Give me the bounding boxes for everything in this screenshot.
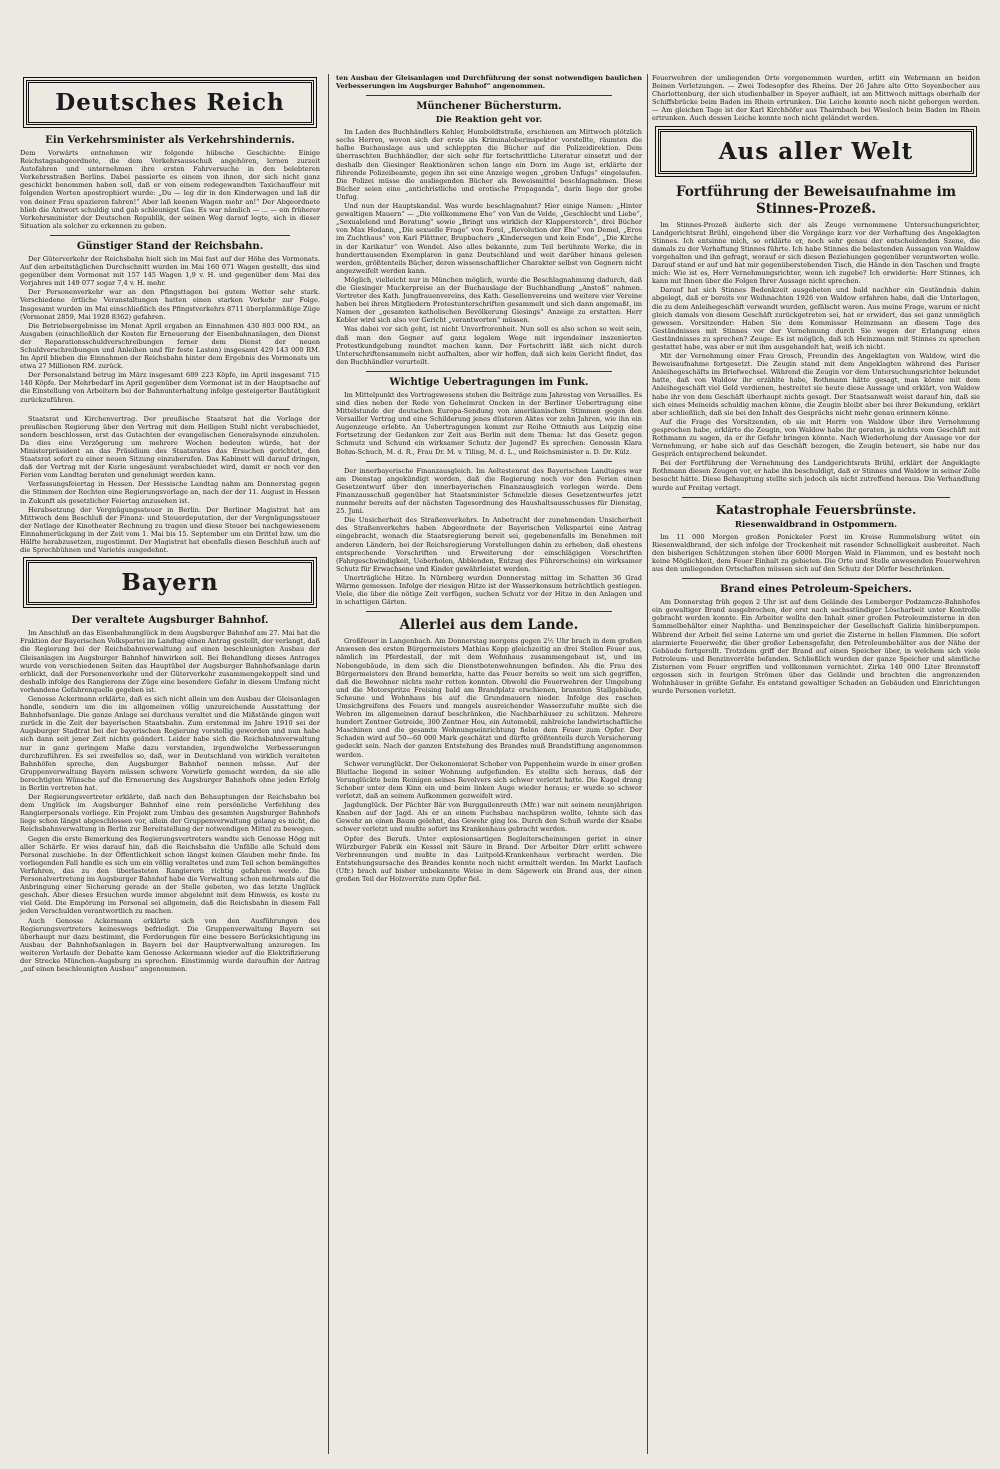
article-paragraph: Auch Genosse Ackermann erklärte sich von den Ausführungen des Regierungsvertreters keineswegs befriedigt. Die Gruppenverwaltung Bayern sei überhaupt nur dazu bestimmt, die Forderungen für eine bessere Berücksichtigung im Ausbau der Bahnhofsanlagen in Bayern bei der Hauptverwaltung anzuregen. Im weiteren Verlaufe der Debatte kam Genosse Ackermann wieder auf die Elektrifizierung der Strecke München–Augsburg zu sprechen. Einstimmig wurde daraufhin der Antrag „auf einen beschleunigten Ausbau“ angenommen. <box>20 916 320 974</box>
article-subheadline: Riesenwaldbrand in Ostpommern. <box>734 519 898 530</box>
article-paragraph: Und nun der Hauptskandal. Was wurde beschlagnahmt? Hier einige Namen: „Hinter gewaltigen Mauern“ — „Die vollkommene Ehe“ von Van de Velde, „Geschlecht und Liebe“, „Sexualelend und Beratung“ sowie „Bringt uns wirklich der Klapperstorch“, drei Bücher von Max Hodann, „Die sexuelle Frage“ von Forel, „Revolution der Ehe“ von Demel, „Eros im Zuchthaus“ von Karl Plättner, Brupbachers „Kindersegen und kein Ende“, „Die Kirche in der Karikatur“ von Wendel. Also alles bekannte, zum Teil berühmte Werke, die in hunderttausenden Exemplaren in ganz Deutschland und weit darüber hinaus gelesen werden, größtenteils Bücher, deren wissenschaftlicher Charakter selbst von Gegnern nicht angezweifelt werden kann. <box>336 202 642 275</box>
article-paragraph: Im 11 000 Morgen großen Ponickeler Forst im Kreise Rummelsburg wütet ein Riesenwaldbrand, der sich infolge der Trockenheit mit rasender Schnelligkeit ausbreitet. Nach den bisherigen Schätzungen stehen über 6000 Morgen Wald in Flammen, und es besteht noch keine Möglichkeit, dem Feuer Einhalt zu gebieten. Die Orte und Stelle anwesenden Feuerwehren aus den umliegenden Ortschaften müssen sich auf den Schutz der Dörfer beschränken. <box>652 532 980 574</box>
article-paragraph: Schwer verunglückt. Der Oekonomierat Schober von Pappenheim wurde in einer großen Blutlache liegend in seiner Wohnung aufgefunden. Es stellte sich heraus, daß der Verunglückte beim Reinigen seines Revolvers sich schwer verletzt hatte. Die Kugel drang Schober unter dem Kinn ein und beim linken Auge wieder heraus; er wurde so schwer verletzt, daß an seinem Aufkommen gezweifelt wird. <box>336 759 642 801</box>
article-paragraph: Opfer des Berufs. Unter explosionsartigen Begleiterscheinungen geriet in einer Würzburger Fabrik ein Kessel mit Säure in Brand. Der Arbeiter Dürr erlitt schwere Verbrennungen und mußte in das Luitpold-Krankenhaus verbracht werden. Die Entstehungsursache des Brandes konnte noch nicht ermittelt werden. Im Markt Laufach (Ufr.) brach auf bisher unbekannte Weise in dem Sägewerk ein Brand aus, der einen großen Teil der Holzvorräte zum Opfer fiel. <box>336 834 642 883</box>
column-1 <box>20 74 320 974</box>
article-continuation: Feuerwehren der umliegenden Orte vorgenommen wurden, erlitt ein Wehrmann an beiden Beinen Verletzungen. — Zwei Todesopfer des Rheins. Der 26 Jahre alte Otto Seyenbecher aus Charlottenburg, der sich studienhalber in Speyer aufhielt, ist am Mittwoch mittags oberhalb der Schiffsbrücke beim Baden im Rhein ertrunken. Die Leiche konnte noch nicht geborgen werden. — Am gleichen Tage ist der Karl Kirchhöfer aus Thairnbach bei Wiesloch beim Baden im Rhein ertrunken. Auch dessen Leiche konnte noch nicht geländet werden. <box>652 74 980 123</box>
article-paragraph: Im Laden des Buchhändlers Kehler, Humboldtstraße, erschienen am Mittwoch plötzlich sechs Herren, wovon sich der erste als Kriminaloberinspektor vorstellte, räumten die halbe Buchauslage aus und schleppten die Bücher auf die Polizeidirektion. Dem überraschten Buchhändler, der sich sehr für fortschrittliche Literatur einsetzt und der deshalb den Giesinger Reaktionären schon lange ein Dorn im Auge ist, erklärte der führende Polizeibeamte, gegen ihn sei eine Anzeige wegen „groben Unfugs“ eingelaufen. Die Polizei müsse die ausliegenden Bücher als Beweismittel beschlagnahmen. Diese Bücher seien eine „antichristliche und erotische Propaganda“, darin liege der grobe Unfug. <box>336 128 642 201</box>
article-headline: Ein Verkehrsminister als Verkehrshindernis. <box>45 135 295 146</box>
article-paragraph: Staatsrat und Kirchenvertrag. Der preußische Staatsrat hat die Vorlage der preußischen Regierung über den Vertrag mit dem Heiligen Stuhl nicht verabschiedet, sondern beschlossen, erst das Gutachten der evangelischen Generalsynode einzuholen. Da dies eine Verzögerung um mehrere Wochen bedeuten würde, hat der Ministerpräsident an das Präsidium des Staatsrates das Ersuchen gerichtet, den Staatsrat sofort zu einer neuen Sitzung einzuberufen. Das Kabinett will darauf dringen, daß der Vertrag mit der Kurie ungesäumt verabschiedet wird, damit er noch vor den Ferien vom Landtag beraten und genehmigt werden kann. <box>20 414 320 480</box>
article-paragraph: Unerträgliche Hitze. In Nürnberg wurden Donnerstag mittag im Schatten 36 Grad Wärme gemessen. Infolge der riesigen Hitze ist der Wasserkonsum beträchtlich gestiegen. Viele, die über die nötige Zeit verfügen, suchen Schutz vor der Hitze in den Anlagen und in schattigen Gärten. <box>336 573 642 607</box>
article-paragraph: Mit der Vernehmung einer Frau Grosch, Freundin des Angeklagten von Waldow, wird die Beweisaufnahme fortgesetzt. Die Zeugin stand mit dem Angeklagten während des Pariser Anleihegeschäfts im Briefwechsel. Während die Zeugin vor dem Untersuchungsrichter bekundet hatte, daß von Waldow ihr erzählte habe, Rothmann hätte gesagt, man könne mit dem Anleihegeschäft viel Geld verdienen, bestreitet sie heute diese Aussage und erklärt, von Waldow habe ihr von dem Geschäft überhaupt nichts gesagt. Der Staatsanwalt weist darauf hin, daß sie sich eines Meineids schuldig machen könne, die Zeugin bleibt aber bei ihrer Bekundung, erklärt aber schließlich, daß sie bei den Inhalt des Gesprächs nicht mehr genau erinnern könne. <box>652 352 980 417</box>
article-paragraph: Im Stinnes-Prozeß äußerte sich der als Zeuge vernommene Untersuchungsrichter, Landgerichtsrat Brühl, eingehend über die Vorgänge kurz vor der Verhaftung des Angeklagten Stinnes. Ich entsinne mich, so erklärte er, noch sehr genau der entscheidenden Szene, die damals zu der Verhaftung Stinnes führte. Ich habe Stinnes die belastenden Aussagen von Waldow vorgehalten und ihn gefragt, worauf er sich diesen Beziehungen gegenüber verantworten wolle. Darauf stand er auf und hat mir gegenüberstehenden Tisch, die Hände in den Taschen und fragte mich: Wie ist es, Herr Vernehmungsrichter, wenn ich zugebe? Ich erwiderte: Herr Stinnes, ich kann mit Ihnen über die Folgen Ihrer Aussage nicht sprechen. <box>652 220 980 286</box>
column-2 <box>336 74 642 884</box>
section-box-deutsches-reich: Deutsches Reich <box>26 80 314 125</box>
article-headline: Fortführung der Beweisaufnahme im Stinnes-Prozeß. <box>675 183 957 217</box>
article-paragraph: Der Personenverkehr war an den Pfingsttagen bei gutem Wetter sehr stark. Verschiedene örtliche Veranstaltungen hatten einen starken Verkehr zur Folge. Insgesamt wurden im Mai einschließlich des Pfingstverkehrs 8711 überplanmäßige Züge (Vormonat 2859, Mai 1928 8362) gefahren. <box>20 288 320 321</box>
article-paragraph: Gegen die erste Bemerkung des Regierungsvertreters wandte sich Genosse Högg mit aller Schärfe. Er wies darauf hin, daß die Reichsbahn die Unfälle alle Schuld dem Personal zuschiebe. In der Öffentlichkeit schon längst keinen Glauben mehr finde. Im vorliegenden Fall handle es sich um ein völlig veraltetes und zum Teil schon bemängeltes Verfahren, das zu den überlasteten Rangierern richtig gefahren werde. Die Personalvertretung im Augsburger Bahnhof habe die Verwaltung schon mehrmals auf die Anbringung einer Sicherung gerade an der Stelle gebeten, wo das letzte Unglück geschah. Aber dieses Ersuchen wurde immer abgelehnt mit dem Hinweis, es koste zu viel Geld. Die Empörung im Personal sei allgemein, daß die Reichsbahn in diesem Fall jeden Verschulden verantwortlich zu machen. <box>20 834 320 916</box>
article-headline: Brand eines Petroleum-Speichers. <box>720 584 912 596</box>
article-paragraph: Im Mittelpunkt des Vortragswesens stehen die Beiträge zum Jahrestag von Versailles. Es sind dies neben der Rede von Geheimrat Oncken in der Berliner Uebertragung eine Mittelstunde der deutschen Europa-Sendung von amerikanischen Stimmen gegen den Versailler Vertrag und eine Schilderung jenes düsteren Aktes vor zehn Jahren, wie ihn ein Augenzeuge erlebte. An Uebertragungen kommt zur Reihe Ottmuth aus Leipzig eine Fortsetzung der Gedanken zur Zeit aus Berlin mit dem Thema: Ist das Gesetz gegen Schmutz und Schund ein wirksamer Schutz der Jugend? Es sprechen: Genossin Klara Bohm-Schuch, M. d. R., Frau Dr. M. v. Tiling, M. d. L., und Reichsminister a. D. Dr. Külz. <box>336 390 642 456</box>
separator <box>366 371 612 372</box>
section-box-bayern: Bayern <box>26 560 314 605</box>
column-3 <box>652 74 980 696</box>
section-box-aus-aller-welt: Aus aller Welt <box>658 129 974 174</box>
article-headline: Katastrophale Feuersbrünste. <box>715 502 917 517</box>
article-paragraph: Verfassungsfeiertag in Hessen. Der Hessische Landtag nahm am Donnerstag gegen die Stimmen der Rechten eine Regierungsvorlage an, nach der der 11. August in Hessen in Zukunft als gesetzlicher Feiertag anzusehen ist. <box>20 480 320 505</box>
article-paragraph: Möglich, vielleicht nur in München möglich, wurde die Beschlagnahmung dadurch, daß die Giesinger Muckerpreise an der Buchauslage der Buchhandlung „Anstoß“ nahmen. Vertreter des Kath. Jungfrauenvereins, des Kath. Gesellenvereins und weitere vier Vereine haben bei ihren Mitgliedern Protestunterschriften gesammelt und sich dann angemaßt, im Namen der „gesamten katholischen Bevölkerung Giesings“ Anzeige zu erstatten. Herr Kebler wird sich also vor Gericht „verantworten“ müssen. <box>336 275 642 325</box>
separator <box>366 461 612 462</box>
separator <box>682 578 950 579</box>
article-paragraph: Der Regierungsvertreter erklärte, daß nach den Behauptungen der Reichsbahn bei dem Unglück im Augsburger Bahnhof eine rein persönliche Verfehlung des Rangierpersonals vorliege. Ein Projekt zum Umbau des gesamten Augsburger Bahnhofs liege schon längst abgeschlossen vor, allein der Gruppenverwaltung gelang es nicht, die Reichsbahnverwaltung in Berlin zur Bereitstellung der notwendigen Mittel zu bewegen. <box>20 793 320 834</box>
article-paragraph: Großfeuer in Langenbach. Am Donnerstag morgens gegen 2½ Uhr brach in dem großen Anwesen des ersten Bürgermeisters Mathias Kopp gleichzeitig an drei Stellen Feuer aus, nämlich im Pferdestall, der mit dem Wohnhaus zusammengebaut ist, und im Nebengebäude, in dem sich die Dienstbotenwohnungen befinden. Als die Frau des Bürgermeisters den Brand bemerkte, hatte das Feuer bereits so weit um sich gegriffen, daß die Bewohner nichts mehr retten konnten. Obwohl die Feuerwehren der Umgebung und die Motorspritze Freising bald am Brandplatz erschienen, brannten Stallgebäude, Scheune und Wohnhaus bis auf die Grundmauern nieder. Infolge des raschen Umsichgreifens des Feuers und mangels ausreichender Wasserzufuhr mußte sich die Wehren im allgemeinen darauf beschränken, die Nachbarhäuser zu schützen. Mehrere hundert Zentner Getreide, 300 Zentner Heu, ein Automobil, zahlreiche landwirtschaftliche Maschinen und die gesamte Wohnungseinrichtung fielen dem Feuer zum Opfer. Der Schaden wird auf 50—60 000 Mark geschätzt und dürfte größtenteils durch Versicherung gedeckt sein. Nach der ganzen Entstehung des Brandes muß Brandstiftung angenommen werden. <box>336 637 642 759</box>
article-paragraph: Im Anschluß an das Eisenbahnunglück in dem Augsburger Bahnhof am 27. Mai hat die Fraktion der Bayerischen Volkspartei im Landtag einen Antrag gestellt, der verlangt, daß die Regierung bei der Reichsbahnverwaltung auf einen beschleunigten Ausbau der Gleisanlagen im Augsburger Bahnhof hinwirken soll. Bei Behandlung dieses Antrages wurde von verschiedenen Seiten das Hauptübel der Augsburger Bahnhofsanlage darin erblickt, daß der Personenverkehr und der Güterverkehr zusammengekoppelt sind und deshalb infolge des Rangierens der Züge eine besondere Gefahr in diesem Umfang nicht vorhandene Gefahrenquelle gegeben ist. <box>20 629 320 694</box>
article-paragraph: Jagdunglück. Der Pächter Bär von Burggailenreuth (Mfr.) war mit seinem neunjährigen Knaben auf der Jagd. Als er an einem Fuchsbau nachspüren wollte, lehnte sich das Gewehr an einen Baum gelehnt, das Gewehr ging los. Durch den Schuß wurde der Knabe schwer verletzt und mußte sofort ins Krankenhaus gebracht werden. <box>336 801 642 834</box>
column-rule <box>647 74 648 1454</box>
separator <box>50 235 290 236</box>
article-headline: Günstiger Stand der Reichsbahn. <box>76 240 264 252</box>
separator <box>50 409 290 410</box>
article-paragraph: Der Personalstand betrug im März insgesamt 689 223 Köpfe, im April insgesamt 715 140 Köpfe. Der Mehrbedarf im April gegenüber dem Vormonat ist in der Hauptsache auf die Einstellung von Arbeitern bei der Bahnunterhaltung infolge gesteigerter Bautätigkeit zurückzuführen. <box>20 371 320 404</box>
article-headline: Wichtige Uebertragungen im Funk. <box>389 376 589 388</box>
article-continuation: ten Ausbau der Gleisanlagen und Durchführung der sonst notwendigen baulichen Verbesserungen im Augsburger Bahnhof“ angenommen. <box>336 74 642 91</box>
article-paragraph: Der Güterverkehr der Reichsbahn hielt sich im Mai fast auf der Höhe des Vormonats. Auf den arbeitstäglichen Durchschnitt wurden im Mai 160 071 Wagen gestellt, das sind gegenüber dem Vormonat mit 157 145 Wagen 1,9 v. H. und gegenüber dem Mai des Vorjahres mit 149 077 sogar 7,4 v. H. mehr. <box>20 254 320 288</box>
article-paragraph: Die Unsicherheit des Straßenverkehrs. In Anbetracht der zunehmenden Unsicherheit des Straßenverkehrs haben Abgeordnete der Bayerischen Volkspartei eine Antrag eingebracht, wonach die Staatsregierung bereit sei, gegebenenfalls im Benehmen mit anderen Ländern, bei der Reichsregierung Vorstellungen dahin zu erheben, daß ehestens entsprechende Vorschriften und Erweiterung der einschlägigen Vorschriften (Fahrgeschwindigkeit, Ueberholen, Abblenden, Entzug des Führerscheins) ein wirksamer Schutz für Erwachsene und Kinder gewährleistet werden. <box>336 516 642 573</box>
separator <box>366 95 612 96</box>
article-paragraph: Der innerbayerische Finanzausgleich. Im Aeltestenrat des Bayerischen Landtages war am Dienstag angekündigt worden, daß die Regierung noch vor den Ferien einen Gesetzentwurf über den innerbayerischen Finanzausgleich vorlegen werde. Dem Finanzausschuß gegenüber hat Staatsminister Schmelzle dieses Gesetzentwurfes jetzt nunmehr bereits auf der nächsten Tagesordnung des Haushaltsausschusses für Dienstag, 25. Juni. <box>336 466 642 516</box>
article-paragraph: Am Donnerstag früh gegen 2 Uhr ist auf dem Gelände des Lemberger Podzamcze-Bahnhofes ein gewaltiger Brand ausgebrochen, der erst nach sechsstündiger Löscharbeit unter Kontrolle gebracht werden konnte. Ein Arbeiter wollte den Inhalt einer großen Petroleumzisterne in den Sammelbehälter einer Naphtha- und Benzinspeicher der Gesellschaft Galizia hinüberpumpen. Während der Arbeit fiel seine Laterne um und geriet die Zisterne in hellen Flammen. Die sofort alarmierte Feuerwehr, die über großer Lebensgefahr, den Petroleumbehälter aus der Nähe der Gebäude fortgerollt. Trotzdem griff der Brand auf einen Speicher über, in welchem sich viele Petroleum- und Benzinvorräte befanden. Schließlich wurden der ganze Speicher und sämtliche Zisternen vom Feuer ergriffen und vollkommen vernichtet. Zirka 140 000 Liter Brennstoff ergossen sich in feurigen Strömen über das Gelände und brachten die angrenzenden Wohnhäuser in größte Gefahr. Es entstand gewaltiger Schaden an Gebäuden und Einrichtungen wurde Personen verletzt. <box>652 598 980 696</box>
article-headline: Der veraltete Augsburger Bahnhof. <box>71 615 269 627</box>
separator <box>682 497 950 498</box>
article-subheadline: Die Reaktion geht vor. <box>435 115 543 126</box>
article-paragraph: Genosse Ackermann erklärte, daß es sich nicht allein um den Ausbau der Gleisanlagen handle, sondern um die im allgemeinen völlig unzureichende Ausstattung der Bahnhofsanlage. Die ganze Anlage sei durchaus veraltet und die Mißstände gingen weit zurück in die Zeit der bayerischen Staatsbahn. Zum erstenmal im Jahre 1910 sei der Augsburger Stadtrat bei der bayerischen Regierung vorstellig geworden und nun habe sich dann seit jener Zeit nichts geändert. Leider habe sich die Reichsbahnverwaltung nur in ganz geringem Maße dazu verstanden, irgendwelche Verbesserungen durchzuführen. Es sei zweifellos so, daß, wer in Deutschland von wirklich veralteten Bahnhöfen spreche, den Augsburger Bahnhof nennen müsse. Auf der Gruppenverwaltung Bayern müssen schwere Vorwürfe gemacht werden, da sie alle berechtigten Wünsche auf die Erneuerung des Augsburger Bahnhofs ohne jeden Erfolg in Berlin vertreten hat. <box>20 694 320 792</box>
article-headline: Allerlei aus dem Lande. <box>399 617 579 634</box>
article-paragraph: Die Betriebsergebnisse im Monat April ergaben an Einnahmen 430 803 000 RM., an Ausgaben (einschließlich der Kosten für Erneuerung der Eisenbahnanlagen, den Dienst der Reparationsschuldverschreibungen ferner dem Dienst der neuen Schuldverschreibungen und Anleihen und für feste Lasten) insgesamt 429 143 000 RM. Im April blieben die Einnahmen der Reichsbahn hinter dem Ergebnis des Vormonats um etwa 27 Millionen RM. zurück. <box>20 321 320 371</box>
article-paragraph: Was dabei vor sich geht, ist nicht Unverfrorenheit. Nun soll es also schon so weit sein, daß man den Gegner auf ganz legalem Wege mit irgendeiner inszenierten Protestkundgebung mundtot machen kann. Der Fortschritt läßt sich nicht durch Unterschriftensammeln nicht aufhalten, aber wir hoffen, daß sich kein Gericht findet, das den Buchhändler verurteilt. <box>336 325 642 366</box>
column-rule <box>328 74 329 1454</box>
article-paragraph: Auf die Frage des Vorsitzenden, ob sie mit Herrn von Waldow über ihre Vernehmung gesprochen habe, erklärte die Zeugin, von Waldow habe ihr geraten, ja nichts vom Geschäft mit Rothmann zu sagen, da er ihr Gefahr bringen könnte. Nach Wiederholung der Aussage vor der Vernehmung, er habe sich auf das Geschäft bezogen, die Zeugin beteuert, sie habe nur das Gespräch entsprechend bekundet. <box>652 417 980 459</box>
article-headline: Münchener Büchersturm. <box>416 101 562 113</box>
article-paragraph: Herabsetzung der Vergnügungssteuer in Berlin. Der Berliner Magistrat hat am Mittwoch dem Beschluß der Finanz- und Steuerdeputation, der der Vergnügungssteuer der Notlage der Kinotheater Rechnung zu tragen und diese Steuer bei nachgewiesenem Einnahmerückgang in der Zeit vom 1. Mai bis 15. September um ein Drittel bzw. um die Hälfte herabzusetzen, zugestimmt. Der Magistrat hat ebenfalls diesen Beschluß auch auf die Sprechbühnen und Varietés ausgedehnt. <box>20 505 320 555</box>
separator <box>366 611 612 612</box>
article-paragraph: Darauf hat sich Stinnes Bedenkzeit ausgebeten und bald nachher ein Geständnis dahin abgelegt, daß er bereits vor Weihnachten 1926 von Waldow erfahren habe, daß die Unterlagen, die zu dem Anleihegeschäft verwandt wurden, gefälscht waren. Aus meine Frage, warum er nicht gleich damals von diesem Geschäft zurückgetreten sei, hat er erwidert, das sei ganz unmöglich gewesen. Vorsitzender: Haben Sie dem Kommissar Heinzmann an diesem Tage des Geständnisses mit Stinnes vor der Vernehmung durch Sie wegen der Erlangung eines Geständnisses zu sprechen? Zeuge: Es ist möglich, daß ich Heinzmann mit Stinnes zu sprechen gestattet habe, was aber er mit ihm ausgehandelt hat, weiß ich nicht. <box>652 286 980 351</box>
article-paragraph: Bei der Fortführung der Vernehmung des Landgerichtsrats Brühl, erklärt der Angeklagte Rothmann diesen Zeugen vor, er habe ihn beschuldigt, daß er Stinnes und Waldow in seiner Zelle besucht hätte. Diese Behauptung stellte sich jedoch als nicht zutreffend heraus. Die Verhandlung wurde auf Freitag vertagt. <box>652 459 980 492</box>
article-paragraph: Dem Vorwärts entnehmen wir folgende hübsche Geschichte: Einige Reichstagsabgeordnete, die dem Verkehrsausschuß angehören, lernen zurzeit Autofahren und unternehmen ihre ersten Fahrversuche in den belebteren Verkehrsstraßen Berlins. Dabei passierte es einem von ihnen, der sich nicht ganz geschickt benommen haben soll, daß er von einem redegewandten Taxichauffeur mit folgenden Worten apostrophiert wurde: „Du — leg dir in den Kinderwagen und laß dir von deiner Frau spazieren fahren!“ Aber laß keenen Wagen mehr an!“ Der Abgeordnete blieb die Antwort schuldig und gab schleunigst Gas. Es war nämlich — ... — ein früherer Verkehrsminister der Deutschen Republik, der seinen Weg darauf legte, sich in dieser Situation als solcher zu erkennen zu geben. <box>20 149 320 230</box>
